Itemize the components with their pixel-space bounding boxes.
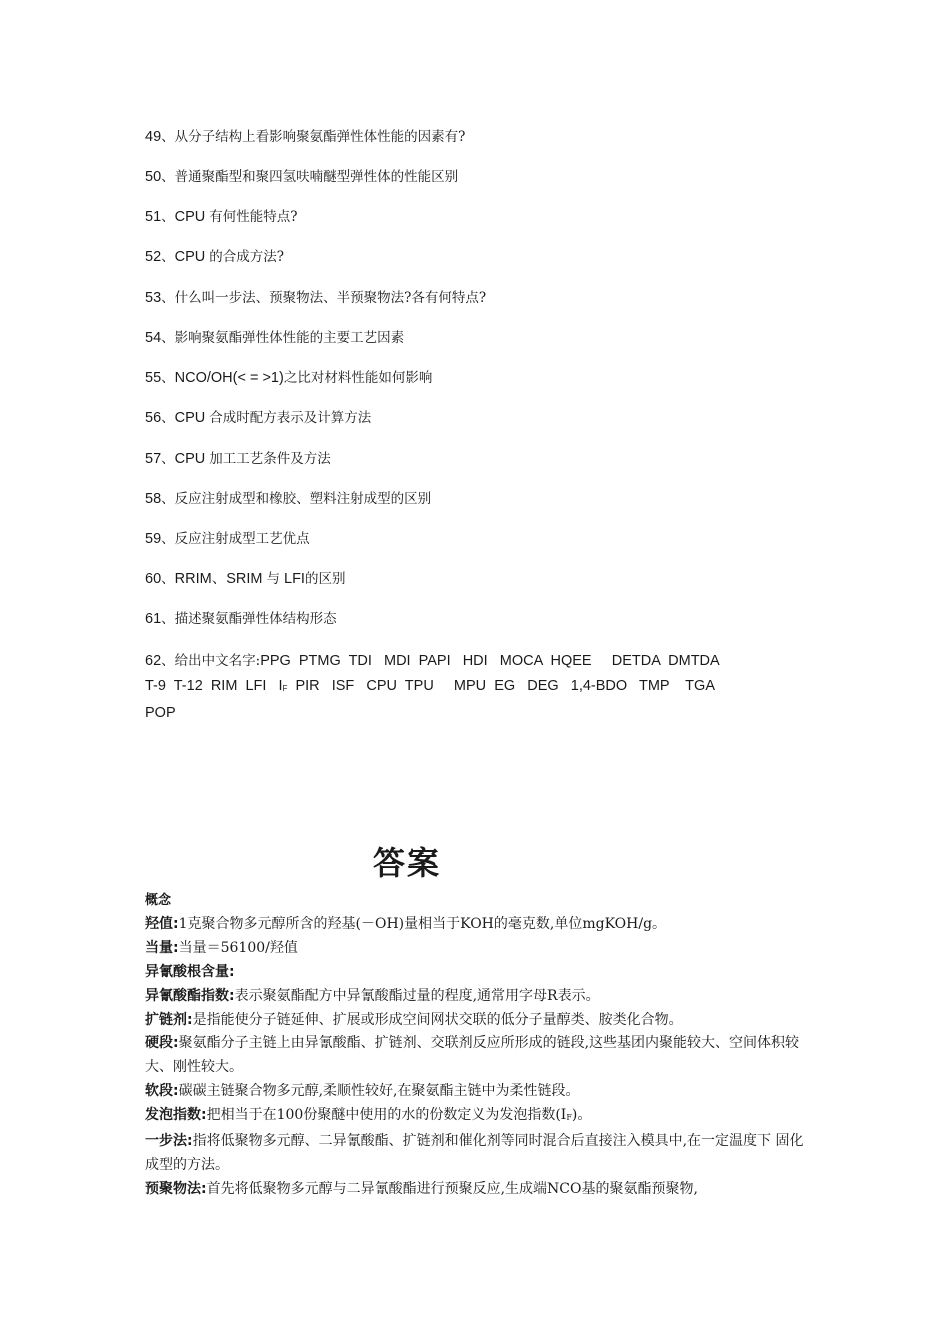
question-number: 62 (145, 653, 162, 669)
question-text: 的合成方法? (209, 249, 285, 265)
term-subscript: F (566, 1113, 572, 1123)
term-definition: 首先将低聚物多元醇与二异氰酸酯进行预聚反应,生成端NCO基的聚氨酯预聚物, (206, 1180, 698, 1197)
question-number: 58 (145, 491, 162, 507)
question-56 (145, 408, 371, 428)
question-text: 加工工艺条件及方法 (209, 451, 331, 467)
question-text: 、反应注射成型工艺优点 (161, 531, 310, 547)
question-text: 、给出中文名字: (161, 653, 261, 669)
term-label: 软段: (145, 1083, 179, 1100)
question-text: 之比对材料性能如何影响 (283, 370, 433, 386)
question-54 (145, 328, 404, 348)
answer-hydroxyl-value (145, 913, 810, 937)
question-prefix: RRIM、SRIM (174, 571, 263, 587)
question-sep: 、 (161, 209, 175, 225)
question-prefix: CPU (174, 209, 206, 225)
term-label: 异氰酸酯指数: (145, 987, 235, 1004)
question-text: 、从分子结构上看影响聚氨酯弹性体性能的因素有? (161, 129, 466, 145)
question-prefix: NCO/OH(< = >1) (174, 370, 284, 386)
term-label: 一步法: (145, 1133, 193, 1150)
answer-one-step-method (145, 1130, 810, 1178)
question-52 (145, 247, 284, 267)
term-definition: 是指能使分子链延伸、扩展或形成空间网状交联的低分子量醇类、胺类化合物。 (192, 1011, 683, 1028)
question-number: 60 (145, 571, 162, 587)
question-number: 61 (145, 611, 162, 627)
question-text: 、普通聚酯型和聚四氢呋喃醚型弹性体的性能区别 (161, 169, 459, 185)
question-number: 53 (145, 290, 162, 306)
term-label: 扩链剂: (145, 1011, 193, 1028)
answer-prepolymer-method (145, 1178, 810, 1202)
question-text: 、什么叫一步法、预聚物法、半预聚物法?各有何特点? (161, 290, 487, 306)
question-mid: 与 (266, 571, 280, 587)
answer-chain-extender (145, 1009, 810, 1033)
answer-equivalent (145, 937, 810, 961)
answer-soft-segment (145, 1080, 810, 1104)
question-55 (145, 368, 432, 388)
question-sep: 、 (161, 571, 175, 587)
question-text: 的区别 (304, 571, 346, 587)
question-61 (145, 609, 337, 629)
term-label: 羟值: (145, 915, 179, 932)
answer-section (145, 889, 810, 1202)
question-text: 合成时配方表示及计算方法 (209, 410, 372, 426)
question-number: 54 (145, 330, 162, 346)
term-label: 硬段: (145, 1035, 179, 1052)
abbreviation-subscript: F (282, 683, 288, 693)
term-definition-tail: )。 (571, 1107, 592, 1124)
term-label: 预聚物法: (145, 1180, 207, 1197)
question-57 (145, 449, 331, 469)
answer-foaming-index (145, 1104, 810, 1130)
question-60 (145, 569, 345, 589)
question-number: 55 (145, 370, 162, 386)
question-51 (145, 207, 298, 227)
term-definition: 把相当于在100份聚醚中使用的水的份数定义为发泡指数(I (206, 1107, 567, 1124)
abbreviation-list-line-2a: T-9 T-12 RIM LFI I (145, 677, 283, 694)
question-suffix: LFI (284, 571, 305, 587)
question-text: 有何性能特点? (209, 209, 298, 225)
term-label: 发泡指数: (145, 1107, 207, 1124)
term-label: 当量: (145, 939, 179, 956)
abbreviation-list-line-3: POP (145, 705, 176, 721)
question-number: 49 (145, 129, 162, 145)
question-58 (145, 489, 431, 509)
question-text: 、反应注射成型和橡胶、塑料注射成型的区别 (161, 491, 432, 507)
question-50 (145, 167, 458, 187)
term-label: 异氰酸根含量: (145, 963, 235, 980)
answer-heading: 概念 (145, 893, 172, 908)
answer-nco-content (145, 961, 810, 985)
question-prefix: CPU (174, 451, 206, 467)
question-62 (145, 649, 825, 726)
answer-title: 答案 (372, 844, 441, 882)
abbreviation-list-line-1: PPG PTMG TDI MDI PAPI HDI MOCA HQEE DETDA DMTDA (260, 653, 720, 669)
question-number: 56 (145, 410, 162, 426)
question-number: 50 (145, 169, 162, 185)
question-number: 57 (145, 451, 162, 467)
question-49 (145, 127, 465, 147)
term-definition: 聚氨酯分子主链上由异氰酸酯、扩链剂、交联剂反应所形成的链段,这些基团内聚能较大、空间体积较大、刚性较大。 (145, 1035, 800, 1076)
question-text: 、描述聚氨酯弹性体结构形态 (161, 611, 337, 627)
question-number: 59 (145, 531, 162, 547)
term-definition: 指将低聚物多元醇、二异氰酸酯、扩链剂和催化剂等同时混合后直接注入模具中,在一定温度下 固化成型的方法。 (145, 1133, 804, 1173)
question-number: 51 (145, 209, 162, 225)
answer-isocyanate-index (145, 985, 810, 1009)
term-definition: 表示聚氨酯配方中异氰酸酯过量的程度,通常用字母R表示。 (234, 987, 600, 1004)
term-definition: 当量＝56100/羟值 (178, 939, 298, 956)
question-sep: 、 (161, 410, 175, 426)
question-prefix: CPU (174, 249, 206, 265)
question-text: 、影响聚氨酯弹性体性能的主要工艺因素 (161, 330, 405, 346)
abbreviation-list-line-2b: PIR ISF CPU TPU MPU EG DEG 1,4-BDO TMP TGA (287, 677, 715, 694)
answer-hard-segment (145, 1032, 810, 1080)
question-prefix: CPU (174, 410, 206, 426)
question-59 (145, 529, 310, 549)
question-53 (145, 288, 486, 308)
term-definition: 1克聚合物多元醇所含的羟基(－OH)量相当于KOH的毫克数,单位mgKOH/g。 (178, 915, 667, 932)
question-sep: 、 (161, 370, 175, 386)
question-sep: 、 (161, 249, 175, 265)
term-definition: 碳碳主链聚合物多元醇,柔顺性较好,在聚氨酯主链中为柔性链段。 (178, 1083, 580, 1100)
question-number: 52 (145, 249, 162, 265)
question-sep: 、 (161, 451, 175, 467)
